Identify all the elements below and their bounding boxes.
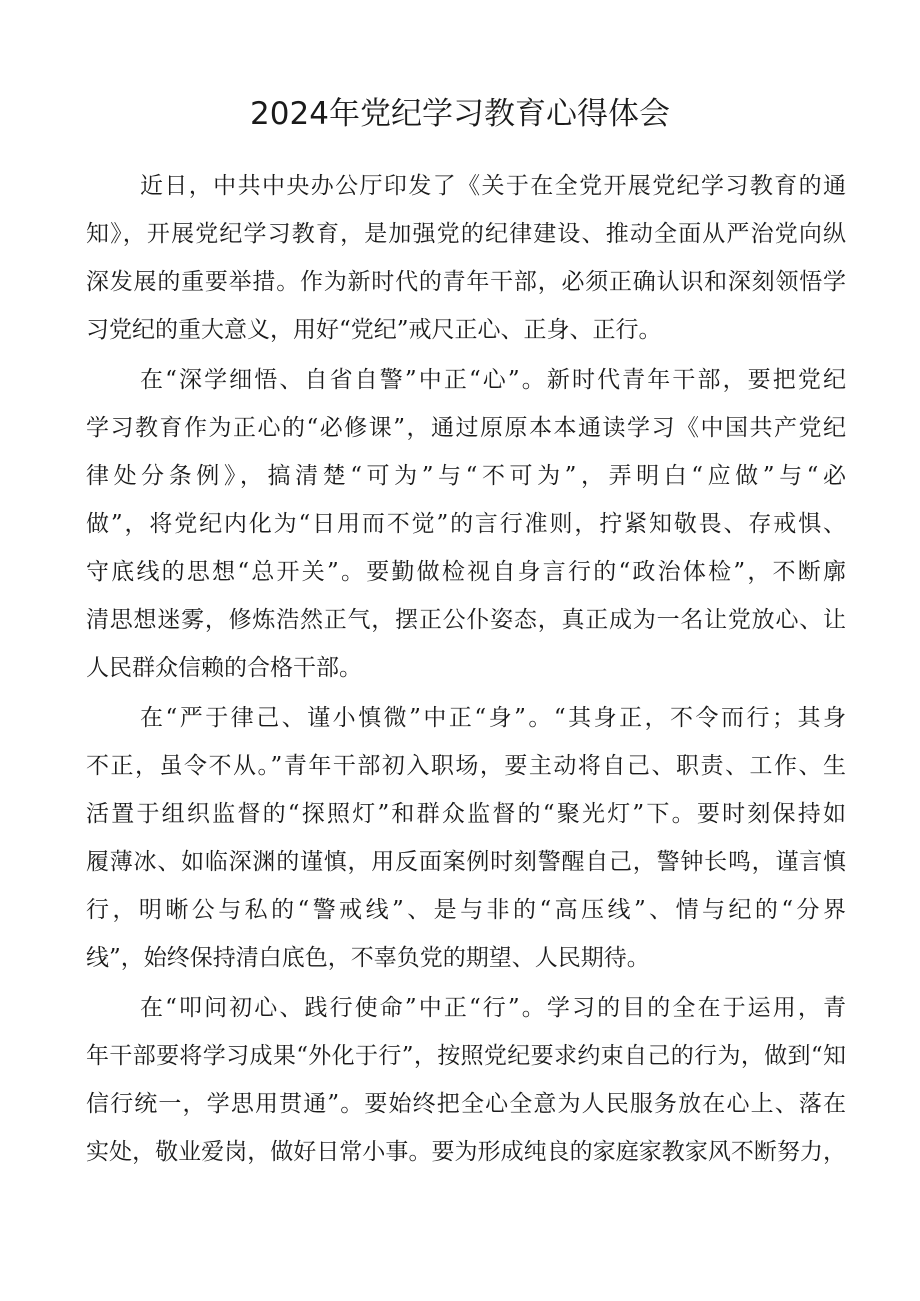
paragraph-2-line-1: 在“深学细悟、自省自警”中正“心”。新时代青年干部，要把党纪 (140, 367, 846, 393)
paragraph-2-line-5: 守底线的思想“总开关”。要勤做检视自身言行的“政治体检”，不断廓 (86, 559, 846, 585)
paragraph-3-line-2: 不正，虽令不从。”青年干部初入职场，要主动将自己、职责、工作、生 (86, 753, 846, 779)
paragraph-4-line-4: 实处，敬业爱岗，做好日常小事。要为形成纯良的家庭家教家风不断努力， (86, 1139, 846, 1165)
paragraph-1-line-2: 知》，开展党纪学习教育，是加强党的纪律建设、推动全面从严治党向纵 (86, 221, 846, 247)
paragraph-2-line-2: 学习教育作为正心的“必修课”，通过原原本本通读学习《中国共产党纪 (86, 415, 846, 441)
paragraph-2-line-7: 人民群众信赖的合格干部。 (86, 655, 362, 681)
paragraph-4-line-2: 年干部要将学习成果“外化于行”，按照党纪要求约束自己的行为，做到“知 (86, 1043, 846, 1069)
paragraph-2-line-3: 律处分条例》，搞清楚“可为”与“不可为”，弄明白“应做”与“必 (86, 463, 846, 489)
paragraph-3-line-5: 行，明晰公与私的“警戒线”、是与非的“高压线”、情与纪的“分界 (86, 897, 846, 923)
paragraph-2-line-6: 清思想迷雾，修炼浩然正气，摆正公仆姿态，真正成为一名让党放心、让 (86, 607, 846, 633)
paragraph-3-line-3: 活置于组织监督的“探照灯”和群众监督的“聚光灯”下。要时刻保持如 (86, 801, 846, 827)
paragraph-3-line-6: 线”，始终保持清白底色，不辜负党的期望、人民期待。 (86, 945, 650, 971)
document-title: 2024年党纪学习教育心得体会 (250, 96, 670, 132)
paragraph-1-line-3: 深发展的重要举措。作为新时代的青年干部，必须正确认识和深刻领悟学 (86, 269, 846, 295)
paragraph-1-line-4: 习党纪的重大意义，用好“党纪”戒尺正心、正身、正行。 (86, 317, 662, 343)
paragraph-4-line-1: 在“叩问初心、践行使命”中正“行”。学习的目的全在于运用，青 (140, 995, 846, 1021)
paragraph-3-line-1: 在“严于律己、谨小慎微”中正“身”。“其身正，不令而行；其身 (140, 705, 846, 731)
paragraph-4-line-3: 信行统一，学思用贯通”。要始终把全心全意为人民服务放在心上、落在 (86, 1091, 846, 1117)
paragraph-1-line-1: 近日，中共中央办公厅印发了《关于在全党开展党纪学习教育的通 (140, 173, 846, 199)
paragraph-2-line-4: 做”，将党纪内化为“日用而不觉”的言行准则，拧紧知敬畏、存戒惧、 (86, 511, 846, 537)
paragraph-3-line-4: 履薄冰、如临深渊的谨慎，用反面案例时刻警醒自己，警钟长鸣，谨言慎 (86, 849, 846, 875)
